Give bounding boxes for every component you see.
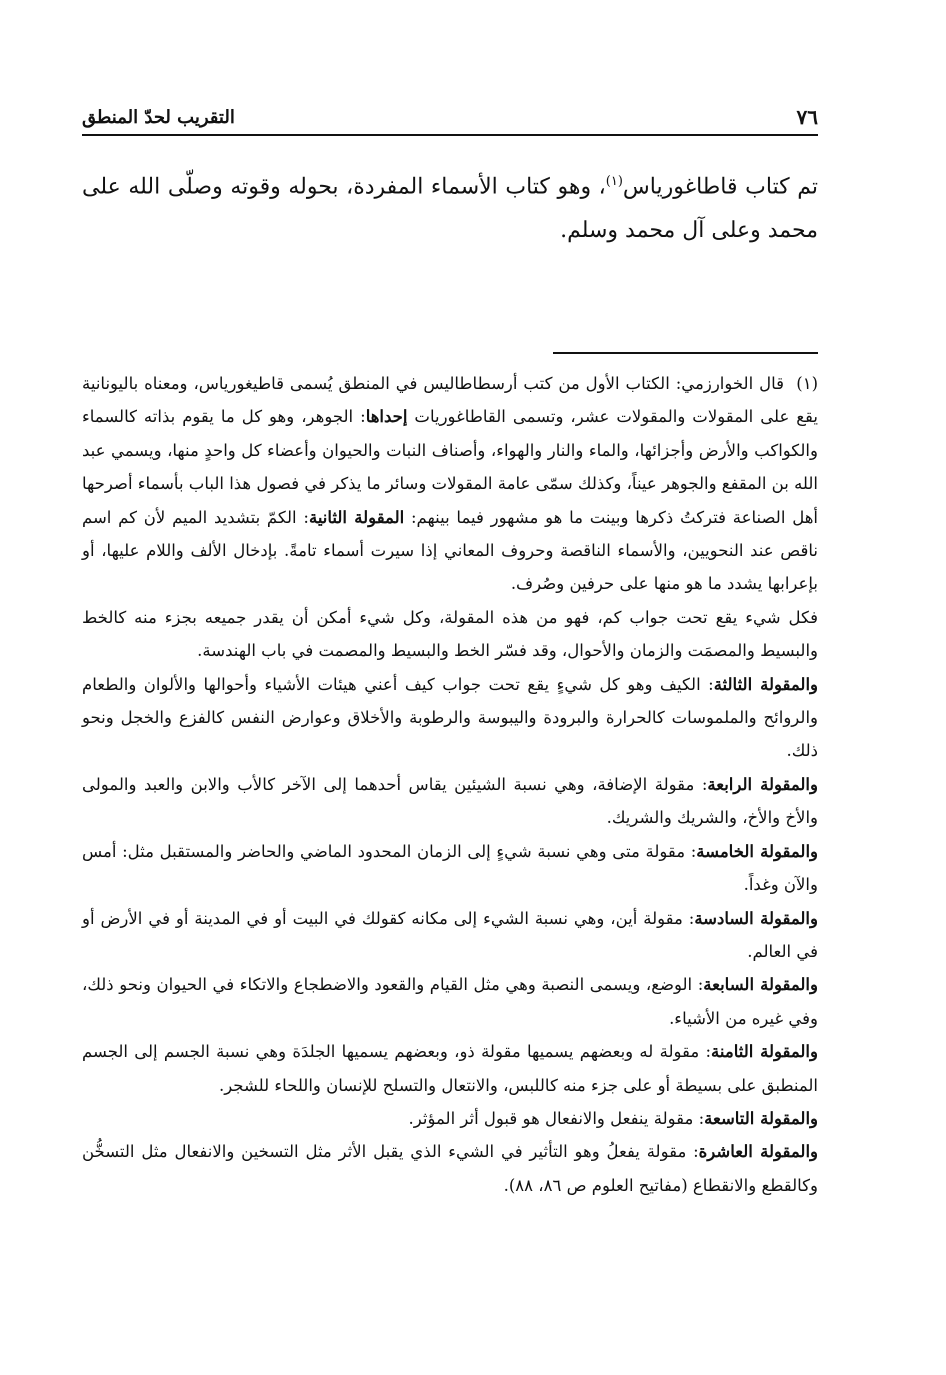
- category-text: : الوضع، ويسمى النصبة وهي مثل القيام والقعود والاضطجاع والاتكاء في الحيوان ونحو ذلك، وفي غيره من الأشياء.: [82, 975, 818, 1028]
- category-term: المقولة الثانية: [308, 507, 405, 527]
- category-term: والمقولة الرابعة: [707, 774, 818, 794]
- closing-text-start: تم كتاب قاطاغورياس: [622, 174, 818, 200]
- running-title: التقريب لحدّ المنطق: [82, 106, 235, 128]
- footnote-continuation: فكل شيء يقع تحت جواب كم، فهو من هذه المقولة، وكل شيء أمكن أن يقدر جميعه بجزء منه كالخط والبسيط والمصمَت والزمان والأحوال، وقد فسّر الخط والبسيط والمصمت في باب الهندسة.: [82, 607, 818, 661]
- footnote-intro: قال الخوارزمي: الكتاب الأول من كتب أرسطاطاليس في المنطق يُسمى قاطيغورياس، ومعناه باليونانية يقع على المقولات والمقولات عشر، وتسمى القاطاغوريات: [82, 374, 818, 427]
- main-text: [82, 160, 818, 253]
- category-text: : مقولة ينفعل والانفعال هو قبول أثر المؤثر.: [408, 1108, 705, 1128]
- category-paragraph: [82, 1035, 818, 1102]
- category-term: والمقولة السادسة: [694, 908, 818, 928]
- category-paragraph: [82, 668, 818, 768]
- category-text: : مقولة متى وهي نسبة شيءٍ إلى الزمان المحدود الماضي والحاضر والمستقبل مثل: أمس والآن وغداً.: [82, 841, 818, 895]
- closing-text-end: ، وهو كتاب الأسماء المفردة، بحوله وقوته وصلّى الله على محمد وعلى آل محمد وسلم.: [82, 174, 818, 244]
- category-text: : مقولة له وبعضهم يسميها مقولة ذو، وبعضهم يسميها الجلدَة وهي نسبة الجسم إلى الجسم المنطبق على بسيطة أو على جزء منه كاللبس، والانتعال والتسلح للإنسان واللحاء للشجر.: [82, 1042, 818, 1095]
- footnotes: [82, 367, 818, 1202]
- category-text: : الكيف وهو كل شيءٍ يقع تحت جواب كيف أعني هيئات الأشياء وأحوالها والألوان والطعام والروائح والملموسات كالحرارة والبرودة واليبوسة والرطوبة والأخلاق وعوارض النفس كالفزع والخجل ونحو ذلك.: [82, 674, 818, 761]
- page-number: ٧٦: [796, 105, 818, 129]
- category-text: : مقولة الإضافة، وهي نسبة الشيئين يقاس أحدهما إلى الآخر كالأب والابن والعبد والمولى والأخ والأخ، والشريك والشريك.: [82, 774, 818, 828]
- category-text: : مقولة يفعلُ وهو التأثير في الشيء الذي يقبل الأثر مثل التسخين والانفعال مثل التسخُّن وكالقطع والانقطاع (مفاتيح العلوم ص ٨٦، ٨٨).: [82, 1142, 818, 1195]
- closing-paragraph: [82, 160, 818, 253]
- footnote-number: (١): [796, 374, 818, 393]
- footnote-separator: [553, 352, 818, 354]
- category-term: والمقولة السابعة: [703, 975, 818, 995]
- footnote-marker[interactable]: (١): [605, 174, 623, 189]
- category-paragraph: [82, 1135, 818, 1202]
- category-text: : الكمّ بتشديد الميم لأن كم اسم ناقص عند النحويين، والأسماء الناقصة وحروف المعاني إذا سيرت أسماء تامةً. بإدخال الألف واللام عليها، أو بإعرابها يشدد ما هو منها على حرفين وصُرف.: [82, 507, 818, 594]
- footnote-intro-rest: : الجوهر، وهو كل ما يقوم بذاته كالسماء والكواكب والأرض وأجزائها، والماء والنار والهواء، وأصناف النبات والحيوان وأعضاء كل واحدٍ منها، ويسمي عبد الله بن المقفع والجوهر عيناً، وكذلك سمّى عامة المقولات وسائر ما يذكر في فصول هذا الباب بأسماء أصرحها أهل الصناعة فتركتُ ذكرها وبينت ما هو مشهور فيما بينهم:: [82, 407, 818, 527]
- category-text: : مقولة أين، وهي نسبة الشيء إلى مكانه كقولك في البيت أو في المدينة أو في الأرض أو في العالم.: [82, 908, 818, 961]
- category-term: والمقولة الثامنة: [711, 1042, 818, 1062]
- category-term: والمقولة الخامسة: [696, 841, 818, 861]
- category-paragraph: [82, 1102, 818, 1135]
- page-header: [82, 100, 818, 136]
- category-term: والمقولة العاشرة: [698, 1142, 819, 1162]
- footnote-first: [82, 367, 818, 601]
- category-paragraph: [82, 902, 818, 969]
- category-paragraph: [82, 835, 818, 902]
- footnote-intro-bold: إحداها: [365, 407, 408, 427]
- category-term: والمقولة الثالثة: [713, 674, 819, 694]
- category-paragraph: [82, 968, 818, 1035]
- category-term: والمقولة التاسعة: [704, 1108, 818, 1128]
- category-paragraph: [82, 768, 818, 835]
